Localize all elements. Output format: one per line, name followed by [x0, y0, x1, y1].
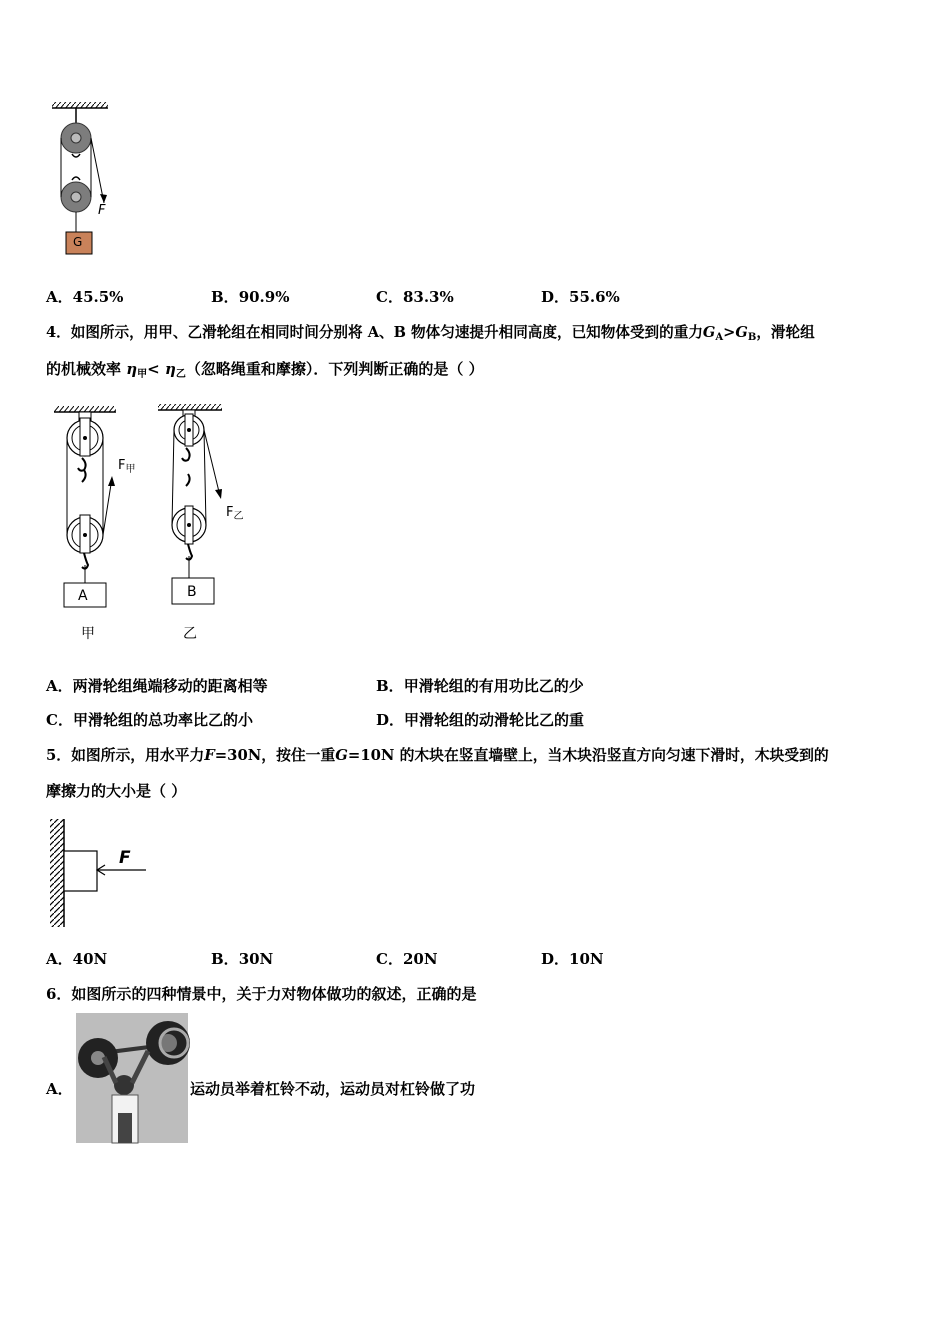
q5-wall-block-figure — [48, 817, 158, 932]
q4-right-caption: 乙 — [183, 626, 197, 642]
option-letter: B． — [211, 288, 239, 306]
option-letter: C． — [46, 711, 73, 729]
option-letter: C． — [376, 288, 403, 306]
option-text: 55.6% — [569, 288, 620, 306]
force-label: F — [226, 505, 234, 520]
option-text: 45.5% — [72, 288, 124, 306]
option-letter: A． — [46, 288, 73, 306]
q4-left-force-label — [118, 458, 135, 475]
q5-stem-text: =10N 的木块在竖直墙壁上，当木块沿竖直方向匀速下滑时，木块受到的 — [347, 747, 829, 764]
q4-stem-line1 — [46, 321, 815, 343]
q3-pulley-figure — [44, 98, 124, 268]
var-g: G — [702, 324, 716, 341]
q5-stem-text: =30N，按住一重 — [214, 747, 336, 764]
q4-stem-text: 的机械效率 — [46, 360, 122, 378]
option-text: 甲滑轮组的动滑轮比乙的重 — [404, 711, 585, 729]
q4-right-force-label — [226, 505, 243, 522]
option-text: 20N — [402, 950, 438, 968]
var-sub: 乙 — [175, 369, 186, 380]
q4-stem-line2 — [46, 358, 484, 380]
option-text: 90.9% — [238, 288, 290, 306]
q6-option-a-letter[interactable]: A． — [46, 1080, 73, 1098]
comparison-sign: > — [723, 324, 736, 341]
option-letter: B． — [211, 950, 239, 968]
option-text: 40N — [72, 950, 108, 968]
weightlifter-image — [76, 1013, 188, 1143]
q4-pulley-figure — [44, 400, 274, 650]
q4-option-b[interactable] — [376, 675, 584, 696]
q4-option-c[interactable] — [46, 709, 253, 730]
q3-force-label: F — [98, 203, 106, 218]
option-text: 两滑轮组绳端移动的距离相等 — [72, 677, 268, 695]
q6-option-a-text[interactable]: 运动员举着杠铃不动，运动员对杠铃做了功 — [190, 1080, 476, 1098]
option-letter: C． — [376, 950, 403, 968]
option-letter: A． — [46, 677, 73, 695]
force-label: F — [118, 458, 126, 473]
option-text: 30N — [238, 950, 274, 968]
option-letter: D． — [376, 711, 405, 729]
q5-stem-text: 5．如图所示，用水平力 — [46, 747, 205, 764]
q5-option-b[interactable] — [211, 948, 273, 969]
option-text: 甲滑轮组的总功率比乙的小 — [72, 711, 253, 729]
var-sub: 甲 — [137, 369, 148, 380]
comparison-sign: < — [147, 360, 160, 378]
var-sub: B — [747, 332, 757, 343]
option-letter: D． — [541, 288, 570, 306]
option-text: 10N — [569, 950, 604, 968]
q4-left-caption: 甲 — [81, 626, 95, 642]
q5-force-label: F — [119, 848, 131, 868]
q5-stem-line1 — [46, 744, 829, 765]
q3-option-d[interactable] — [541, 286, 620, 307]
q3-weight-label: G — [73, 235, 83, 249]
q3-option-c[interactable] — [376, 286, 454, 307]
q4-stem-text: （忽略绳重和摩擦）．下列判断正确的是（ ） — [185, 360, 484, 378]
force-sub: 乙 — [233, 511, 244, 522]
option-letter: D． — [541, 950, 570, 968]
q3-option-a[interactable] — [46, 286, 123, 307]
var-g: G — [735, 324, 748, 341]
q4-object-b: B — [187, 584, 197, 600]
q5-option-c[interactable] — [376, 948, 438, 969]
q4-stem-text: 4．如图所示，用甲、乙滑轮组在相同时间分别将 A、B 物体匀速提升相同高度，已知物体受到的重力 — [46, 324, 703, 341]
force-sub: 甲 — [125, 464, 136, 475]
q4-option-d[interactable] — [376, 709, 584, 730]
q4-stem-text: ，滑轮组 — [756, 324, 815, 341]
q4-object-a: A — [78, 588, 88, 604]
var-f: F — [204, 747, 215, 764]
option-letter: A． — [46, 950, 73, 968]
var-eta: η — [126, 360, 138, 378]
var-g: G — [335, 747, 348, 764]
var-eta: η — [164, 360, 176, 378]
var-sub: A — [715, 332, 724, 343]
option-text: 83.3% — [402, 288, 454, 306]
q6-stem: 6．如图所示的四种情景中，关于力对物体做功的叙述，正确的是 — [46, 985, 477, 1003]
q5-option-a[interactable] — [46, 948, 107, 969]
q5-option-d[interactable] — [541, 948, 604, 969]
q4-option-a[interactable] — [46, 675, 268, 696]
option-text: 甲滑轮组的有用功比乙的少 — [403, 677, 584, 695]
q5-stem-line2: 摩擦力的大小是（ ） — [46, 782, 187, 800]
q3-option-b[interactable] — [211, 286, 289, 307]
option-letter: B． — [376, 677, 404, 695]
